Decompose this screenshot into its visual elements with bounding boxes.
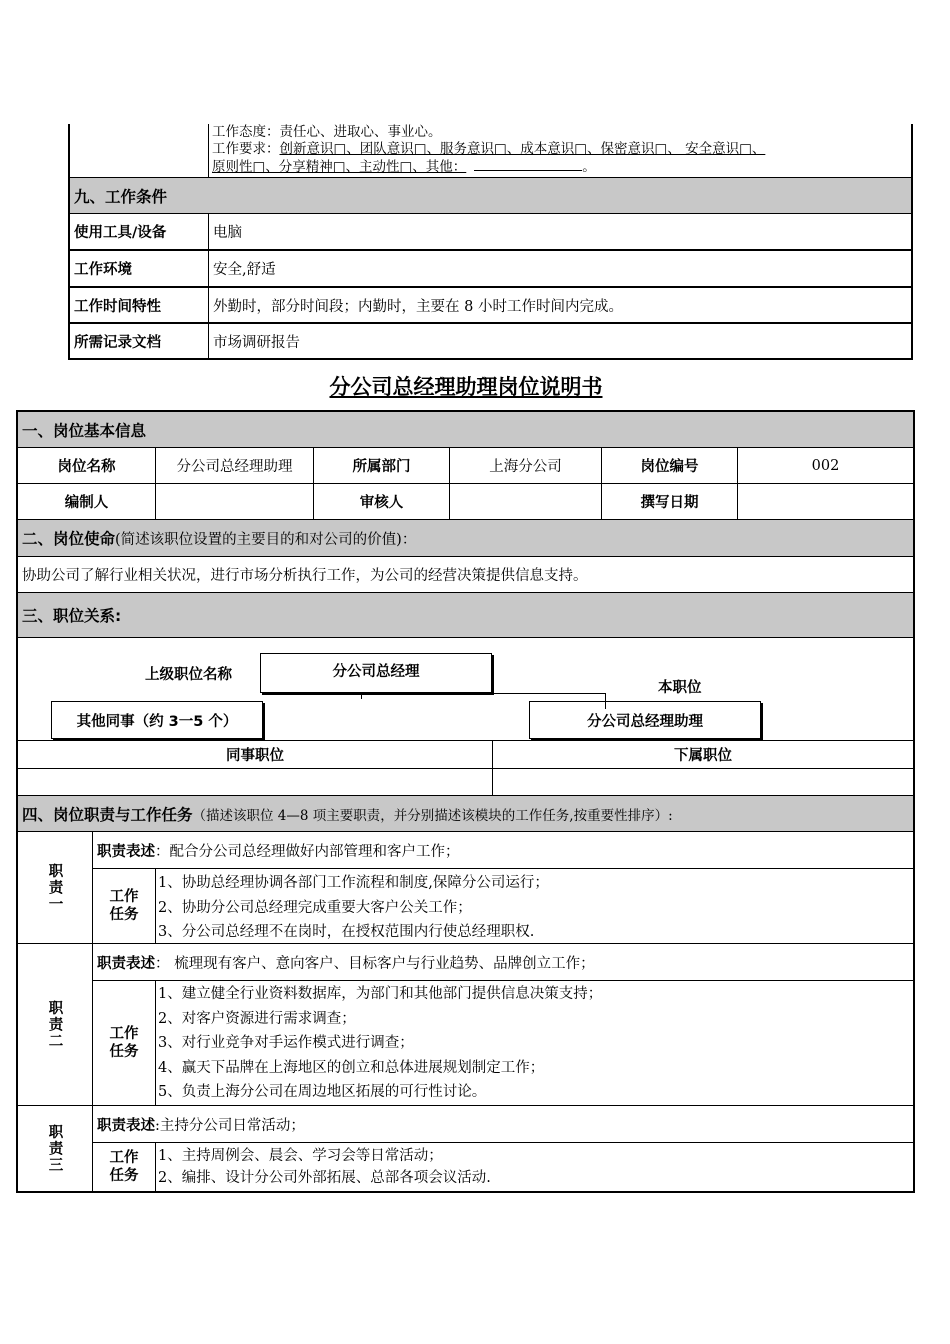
duty-2-task-2: 2、对客户资源进行需求调查； (158, 1010, 356, 1027)
label-reviewer: 审核人 (359, 495, 404, 511)
row-label-documents: 所需记录文档 (74, 334, 161, 351)
section-2-content: 协助公司了解行业相关状况，进行市场分析执行工作，为公司的经营决策提供信息支持。 (22, 568, 588, 584)
label-write-date: 撰写日期 (640, 495, 699, 511)
row-value-tools: 电脑 (213, 225, 242, 241)
duty-1-desc: 职责表述 ：配合分公司总经理做好内部管理和客户工作； (97, 843, 460, 860)
duty-1-task-1: 1、协助总经理协调各部门工作流程和制度,保障分公司运行； (158, 875, 549, 891)
duty-3-task-1: 1、主持周例会、晨会、学习会等日常活动； (158, 1148, 443, 1164)
peer-positions-header: 同事职位 (226, 748, 284, 764)
label-position-name: 岗位名称 (57, 459, 116, 475)
row-label-tools: 使用工具/设备 (74, 225, 167, 241)
value-position-name: 分公司总经理助理 (176, 459, 293, 475)
value-position-code: 002 (811, 457, 840, 474)
row-label-environment: 工作环境 (74, 262, 132, 278)
duty-3-name: 职责三 (46, 1124, 63, 1174)
duty-3-task-2: 2、编排、设计分公司外部拓展、总部各项会议活动. (158, 1170, 491, 1186)
value-write-date (738, 484, 913, 519)
row-value-environment: 安全,舒适 (213, 262, 276, 278)
duty-2-task-label: 工作任务 (109, 1026, 139, 1060)
work-requirement-2: 原则性□、分享精神□、主动性□、其他： 。 (212, 159, 596, 175)
section-2-title: 二、岗位使命 (简述该职位设置的主要目的和对公司的价值)： (18, 520, 913, 556)
label-department: 所属部门 (352, 459, 411, 475)
duty-1-task-label: 工作任务 (109, 889, 139, 923)
duty-2-task-3: 3、对行业竞争对手运作模式进行调查； (158, 1035, 414, 1051)
duty-2-task-1: 1、建立健全行业资料数据库，为部门和其他部门提供信息决策支持； (158, 986, 603, 1002)
value-department: 上海分公司 (489, 459, 562, 475)
duty-2-name: 职责二 (46, 999, 63, 1050)
section-9-title: 九、工作条件 (70, 178, 911, 213)
peers-box: 其他同事（约 3一5 个） (51, 701, 263, 739)
row-value-documents: 市场调研报告 (213, 334, 300, 351)
label-position-code: 岗位编号 (640, 459, 699, 475)
duty-2-tasks (158, 982, 602, 1105)
section-1-title: 一、岗位基本信息 (18, 412, 913, 447)
row-value-work-time: 外勤时，部分时间段；内勤时，主要在 8 小时工作时间内完成。 (213, 298, 623, 315)
section-4-title: 四、岗位职责与工作任务 （描述该职位 4—8 项主要职责，并分别描述该模块的工作任务,按重要性排序）: (18, 796, 913, 831)
duty-2-desc: 职责表述 ： 梳理现有客户、意向客户、目标客户与行业趋势、品牌创立工作； (97, 955, 595, 972)
duty-1-tasks (158, 871, 549, 945)
duty-3-task-label: 工作任务 (109, 1150, 139, 1184)
superior-label: 上级职位名称 (145, 667, 232, 683)
duty-1-task-2: 2、协助分公司总经理完成重要大客户公关工作； (158, 899, 472, 916)
row-label-work-time: 工作时间特性 (74, 298, 161, 315)
duty-2-task-4: 4、赢天下品牌在上海地区的创立和总体进展规划制定工作； (158, 1059, 545, 1076)
duty-3-desc: 职责表述 :主持分公司日常活动； (97, 1117, 305, 1134)
label-author: 编制人 (64, 495, 109, 511)
value-reviewer (450, 484, 601, 519)
self-box: 分公司总经理助理 (529, 701, 761, 739)
section-3-title: 三、职位关系: (18, 593, 913, 637)
duty-1-name: 职责一 (46, 862, 63, 913)
duty-2-task-5: 5、负责上海分公司在周边地区拓展的可行性讨论。 (158, 1084, 487, 1100)
duty-3-tasks (158, 1145, 491, 1189)
work-requirement: 工作要求：创新意识□、团队意识□、服务意识□、成本意识□、保密意识□、 安全意识□、 (212, 141, 766, 157)
value-author (156, 484, 313, 519)
duty-1-task-3: 3、分公司总经理不在岗时，在授权范围内行使总经理职权. (158, 924, 535, 940)
work-attitude: 工作态度：责任心、进取心、事业心。 (212, 124, 442, 140)
sub-positions-header: 下属职位 (674, 748, 732, 764)
document-title: 分公司总经理助理岗位说明书 (329, 375, 603, 399)
self-label: 本职位 (658, 680, 702, 696)
superior-box: 分公司总经理 (260, 653, 492, 693)
